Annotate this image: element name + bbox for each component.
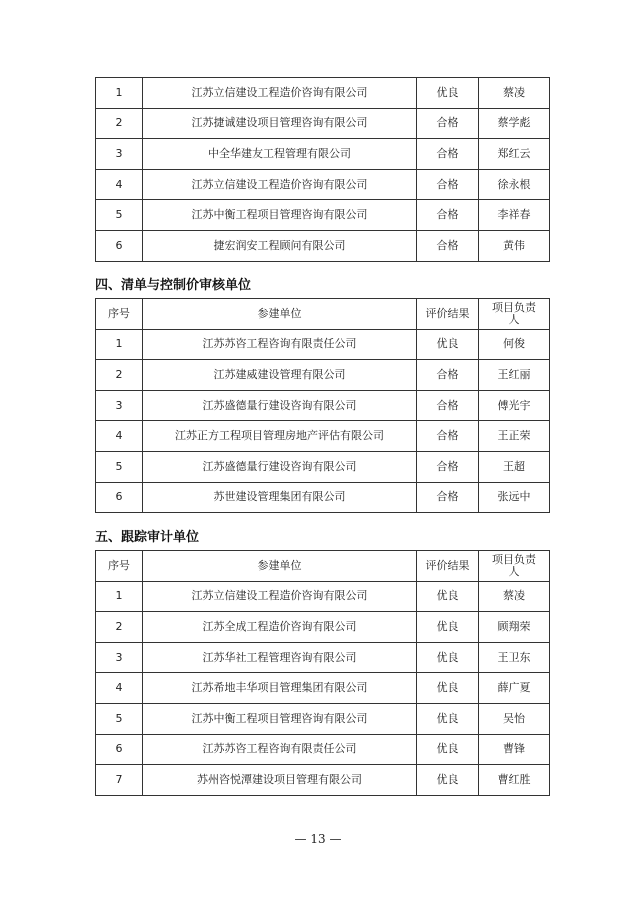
- project-lead: 曹锋: [479, 734, 550, 765]
- evaluation-result: 合格: [417, 230, 479, 261]
- project-lead: 吴怡: [479, 703, 550, 734]
- unit-name: 江苏立信建设工程造价咨询有限公司: [143, 169, 417, 200]
- row-index: 2: [96, 108, 143, 139]
- row-index: 4: [96, 169, 143, 200]
- row-index: 2: [96, 360, 143, 391]
- row-index: 5: [96, 703, 143, 734]
- project-lead: 张远中: [479, 482, 550, 513]
- unit-name: 江苏盛德量行建设咨询有限公司: [143, 390, 417, 421]
- table-row: [96, 581, 550, 612]
- section-title-5: 五、跟踪审计单位: [95, 530, 200, 545]
- header-result: 评价结果: [417, 299, 479, 330]
- evaluation-result: 合格: [417, 200, 479, 231]
- page-number: — 13 —: [294, 832, 342, 846]
- row-index: 3: [96, 139, 143, 170]
- row-index: 5: [96, 200, 143, 231]
- evaluation-result: 合格: [417, 108, 479, 139]
- unit-name: 捷宏润安工程顾问有限公司: [143, 230, 417, 261]
- project-lead: 王红丽: [479, 360, 550, 391]
- project-lead: 王超: [479, 451, 550, 482]
- unit-name: 苏州咨悦潭建设项目管理有限公司: [143, 765, 417, 796]
- unit-name: 江苏苏咨工程咨询有限责任公司: [143, 734, 417, 765]
- table-row: [96, 329, 550, 360]
- header-lead: 项目负责人: [479, 299, 550, 330]
- table-row: [96, 673, 550, 704]
- table-row: [96, 360, 550, 391]
- table-header-row: [96, 299, 550, 330]
- table-header-row: [96, 551, 550, 582]
- evaluation-result: 优良: [417, 642, 479, 673]
- evaluation-result: 优良: [417, 673, 479, 704]
- unit-name: 江苏苏咨工程咨询有限责任公司: [143, 329, 417, 360]
- row-index: 1: [96, 581, 143, 612]
- unit-name: 江苏正方工程项目管理房地产评估有限公司: [143, 421, 417, 452]
- evaluation-result: 合格: [417, 482, 479, 513]
- unit-name: 江苏华社工程管理咨询有限公司: [143, 642, 417, 673]
- table-row: [96, 482, 550, 513]
- table-row: [96, 734, 550, 765]
- project-lead: 王卫东: [479, 642, 550, 673]
- table-row: [96, 230, 550, 261]
- project-lead: 郑红云: [479, 139, 550, 170]
- project-lead: 薛广夏: [479, 673, 550, 704]
- row-index: 1: [96, 78, 143, 109]
- evaluation-result: 合格: [417, 169, 479, 200]
- project-lead: 徐永根: [479, 169, 550, 200]
- project-lead: 李祥春: [479, 200, 550, 231]
- row-index: 3: [96, 390, 143, 421]
- header-result: 评价结果: [417, 551, 479, 582]
- table-row: [96, 451, 550, 482]
- row-index: 3: [96, 642, 143, 673]
- table-row: [96, 169, 550, 200]
- header-unit: 参建单位: [143, 299, 417, 330]
- unit-name: 江苏捷诚建设项目管理咨询有限公司: [143, 108, 417, 139]
- project-lead: 顾翔荣: [479, 612, 550, 643]
- table-row: [96, 108, 550, 139]
- evaluation-result: 优良: [417, 329, 479, 360]
- evaluation-result: 合格: [417, 360, 479, 391]
- project-lead: 蔡凌: [479, 78, 550, 109]
- project-lead: 黄伟: [479, 230, 550, 261]
- evaluation-result: 优良: [417, 581, 479, 612]
- project-lead: 蔡凌: [479, 581, 550, 612]
- header-unit: 参建单位: [143, 551, 417, 582]
- unit-name: 江苏立信建设工程造价咨询有限公司: [143, 78, 417, 109]
- table-row: [96, 642, 550, 673]
- row-index: 4: [96, 673, 143, 704]
- evaluation-result: 优良: [417, 78, 479, 109]
- evaluation-result: 优良: [417, 765, 479, 796]
- unit-name: 中全华建友工程管理有限公司: [143, 139, 417, 170]
- row-index: 6: [96, 482, 143, 513]
- evaluation-result: 合格: [417, 390, 479, 421]
- row-index: 4: [96, 421, 143, 452]
- row-index: 6: [96, 734, 143, 765]
- evaluation-result: 合格: [417, 139, 479, 170]
- row-index: 6: [96, 230, 143, 261]
- table-row: [96, 200, 550, 231]
- section5-table: [95, 550, 550, 796]
- project-lead: 王正荣: [479, 421, 550, 452]
- project-lead: 何俊: [479, 329, 550, 360]
- table-row: [96, 390, 550, 421]
- unit-name: 江苏立信建设工程造价咨询有限公司: [143, 581, 417, 612]
- section-title-4: 四、清单与控制价审核单位: [95, 278, 252, 293]
- evaluation-result: 优良: [417, 734, 479, 765]
- evaluation-result: 优良: [417, 703, 479, 734]
- table-row: [96, 78, 550, 109]
- table-row: [96, 421, 550, 452]
- unit-name: 江苏盛德量行建设咨询有限公司: [143, 451, 417, 482]
- table-row: [96, 612, 550, 643]
- project-lead: 傅光宇: [479, 390, 550, 421]
- row-index: 2: [96, 612, 143, 643]
- evaluation-result: 合格: [417, 421, 479, 452]
- table-row: [96, 765, 550, 796]
- unit-name: 江苏中衡工程项目管理咨询有限公司: [143, 200, 417, 231]
- table-row: [96, 703, 550, 734]
- unit-name: 江苏希地丰华项目管理集团有限公司: [143, 673, 417, 704]
- unit-name: 江苏全成工程造价咨询有限公司: [143, 612, 417, 643]
- project-lead: 曹红胜: [479, 765, 550, 796]
- unit-name: 江苏建威建设管理有限公司: [143, 360, 417, 391]
- unit-name: 江苏中衡工程项目管理咨询有限公司: [143, 703, 417, 734]
- evaluation-result: 合格: [417, 451, 479, 482]
- row-index: 5: [96, 451, 143, 482]
- section4-table: [95, 298, 550, 513]
- header-lead: 项目负责人: [479, 551, 550, 582]
- top-table: [95, 77, 550, 262]
- project-lead: 蔡学彪: [479, 108, 550, 139]
- unit-name: 苏世建设管理集团有限公司: [143, 482, 417, 513]
- row-index: 7: [96, 765, 143, 796]
- header-index: 序号: [96, 551, 143, 582]
- table-row: [96, 139, 550, 170]
- evaluation-result: 优良: [417, 612, 479, 643]
- row-index: 1: [96, 329, 143, 360]
- header-index: 序号: [96, 299, 143, 330]
